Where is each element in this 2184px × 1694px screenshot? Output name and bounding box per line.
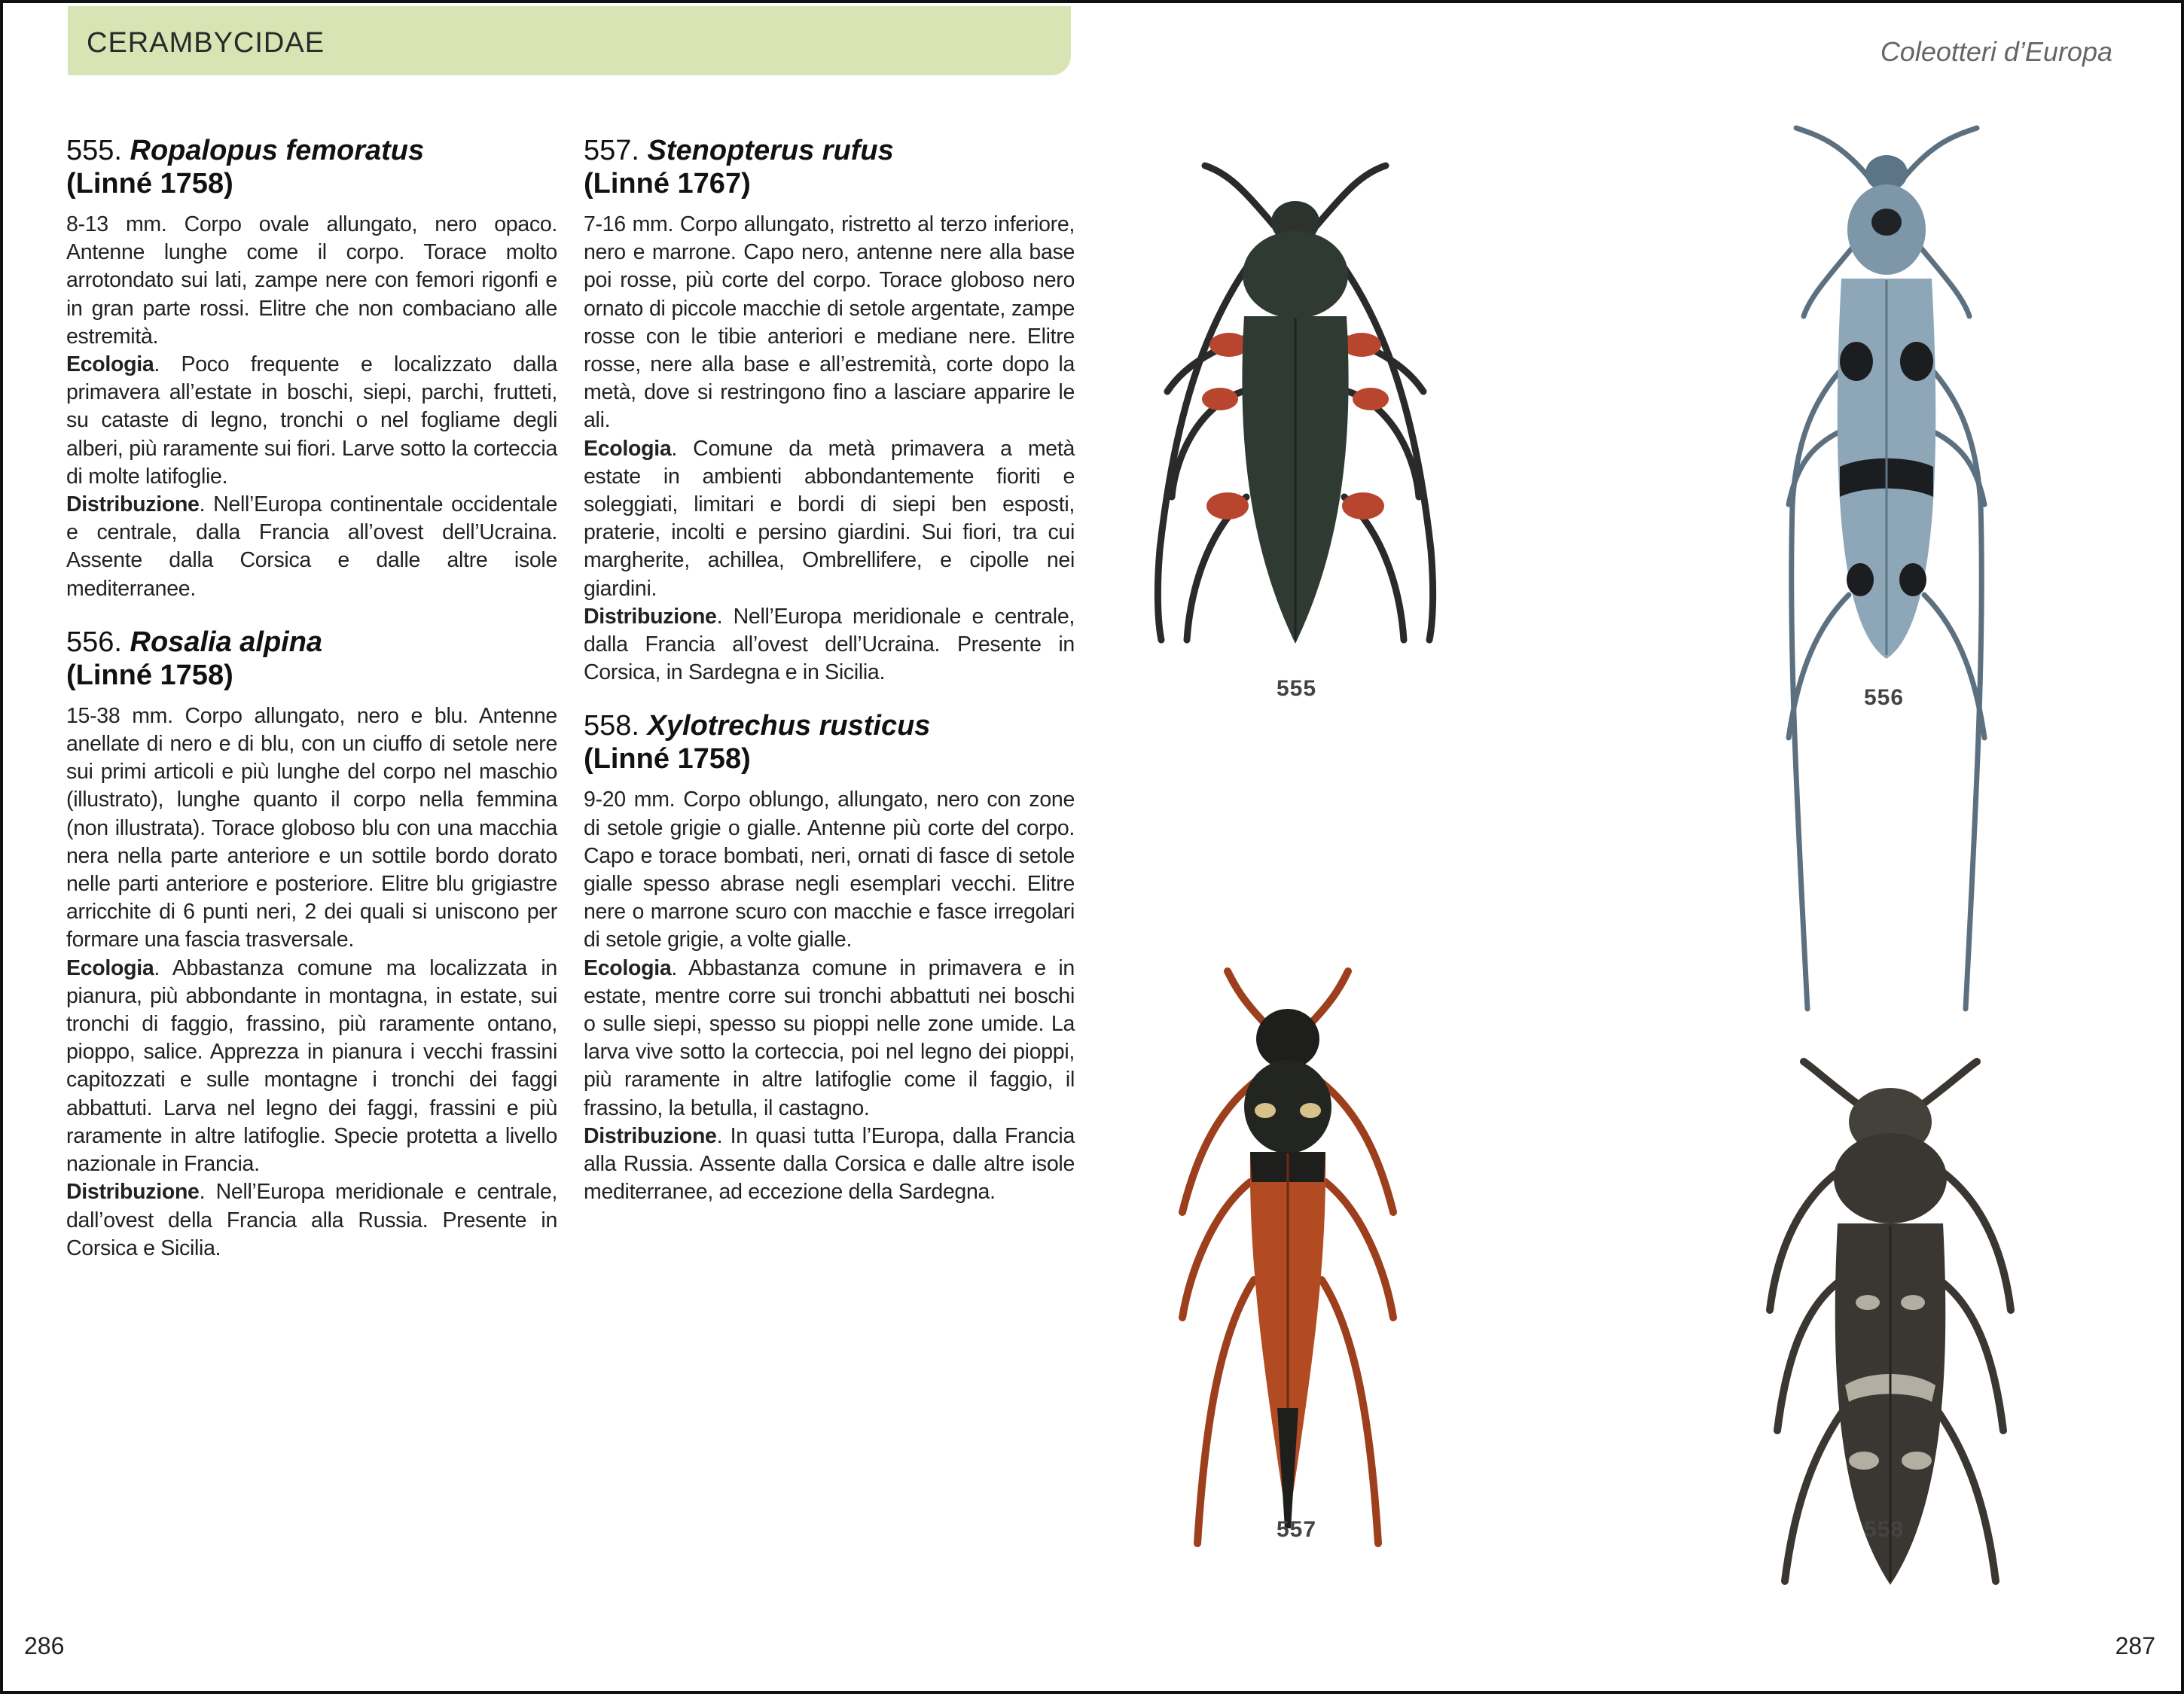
species-entry-557 xyxy=(584,134,1075,687)
species-entry-556 xyxy=(66,626,557,1263)
distribution-text: . Nell’Europa meridionale e centrale, dalla Francia all’ovest dell’Ucraina. Presente in Corsica, in Sardegna e in Sicilia. xyxy=(584,604,1075,685)
species-entry-555 xyxy=(66,134,557,603)
entry-ecology xyxy=(66,955,557,1179)
ecology-label: Ecologia xyxy=(584,436,672,461)
page-number-left: 286 xyxy=(24,1632,65,1659)
species-author: (Linné 1758) xyxy=(66,659,233,691)
plate-label: 555 xyxy=(1277,676,1317,701)
entry-description: 8-13 mm. Corpo ovale allungato, nero opaco. Antenne lunghe come il corpo. Torace molto arrotondato sui lati, zampe nere con femori rigonfi e in gran parte rossi. Elitre che non combaciano alle estremità. xyxy=(66,212,557,349)
entry-distribution xyxy=(66,491,557,603)
entry-distribution xyxy=(584,603,1075,687)
entry-description: 7-16 mm. Corpo allungato, ristretto al terzo inferiore, nero e marrone. Capo nero, antenne nere alla base poi rosse, più corte del corpo. Torace globoso nero ornato di piccole macchie di setole argentate, zampe rosse con le tibie anteriori e mediane nere. Elitre rosse, nere alla base e all’estremità, corte dopo la metà, dove si restringono fino a lasciare apparire le ali. xyxy=(584,212,1075,433)
distribution-text: . Nell’Europa meridionale e centrale, dall’ovest della Francia alla Russia. Presente in Corsica e Sicilia. xyxy=(66,1180,557,1260)
entry-description: 15-38 mm. Corpo allungato, nero e blu. Antenne anellate di nero e di blu, con un ciuffo di setole nere sui primi articoli e più lunghe del corpo nel maschio (illustrato), lunghe quanto il corpo nella femmina (non illustrata). Torace globoso blu con una macchia nera nella parte anteriore e un sottile bordo dorato nelle parti anteriore e posteriore. Elitre blu grigiastre arricchite di 6 punti neri, 2 dei quali si uniscono per formare una fascia trasversale. xyxy=(66,703,557,952)
beetle-illustration-555 xyxy=(1115,143,1476,701)
page-number-right: 287 xyxy=(2115,1632,2155,1659)
species-name: Rosalia alpina xyxy=(130,626,323,658)
ecology-text: . Comune da metà primavera a metà estate in ambienti abbondantemente fioriti e soleggiati, limitari e bordi di siepi ben esposti, praterie, incolti e persino giardini. Sui fiori, tra cui margherite, achillea, Ombrellifere, e cipolle nei giardini. xyxy=(584,436,1075,601)
species-author: (Linné 1767) xyxy=(584,168,751,200)
distribution-label: Distribuzione xyxy=(584,1123,717,1148)
entry-number: 558. xyxy=(584,710,639,742)
species-name: Ropalopus femoratus xyxy=(130,135,425,166)
entry-heading xyxy=(584,134,1075,200)
ecology-label: Ecologia xyxy=(584,955,672,980)
species-name: Stenopterus rufus xyxy=(647,135,894,166)
species-author: (Linné 1758) xyxy=(66,168,233,200)
ecology-label: Ecologia xyxy=(66,955,154,980)
plate-label: 557 xyxy=(1277,1517,1317,1542)
text-column-middle xyxy=(584,134,1075,1229)
section-title: CERAMBYCIDAE xyxy=(87,27,325,59)
species-author: (Linné 1758) xyxy=(584,743,751,775)
entry-heading xyxy=(66,626,557,692)
entry-heading xyxy=(584,709,1075,775)
entry-description: 9-20 mm. Corpo oblungo, allungato, nero con zone di setole grigie o gialle. Antenne più corte del corpo. Capo e torace bombati, neri, ornati di fasce di setole gialle spesso abrase negli esemplari vecchi. Elitre nere o marrone scuro con macchie e fasce irregolari di setole grigie, a volte gialle. xyxy=(584,788,1075,952)
ecology-text: . Abbastanza comune in primavera e in estate, mentre corre sui tronchi abbattuti nei boschi o sulle siepi, spesso su pioppi nelle zone umide. La larva vive sotto la corteccia, poi nel legno dei pioppi, più raramente in altre latifoglie come il faggio, il frassino, la betulla, il castagno. xyxy=(584,955,1075,1120)
entry-number: 556. xyxy=(66,626,122,658)
entry-number: 557. xyxy=(584,135,639,166)
ecology-text: . Poco frequente e localizzato dalla primavera all’estate in boschi, siepi, parchi, frutteti, su cataste di legno, tronchi o nel fogliame degli alberi, più raramente sui fiori. Larve sotto la corteccia di molte latifoglie. xyxy=(66,352,557,489)
beetle-illustration-556 xyxy=(1766,113,2007,1016)
species-entry-558 xyxy=(584,709,1075,1206)
ecology-text: . Abbastanza comune ma localizzata in pianura, più abbondante in montagna, in estate, sui tronchi di faggio, frassino, più raramente ontano, pioppo, salice. Apprezza in pianura i vecchi frassini capitozzati e sulle montagne i tronchi dei faggi abbattuti. Larva nel legno dei faggi, frassini e più raramente in altre latifoglie. Specie protetta a livello nazionale in Francia. xyxy=(66,955,557,1177)
distribution-label: Distribuzione xyxy=(66,492,200,517)
species-name: Xylotrechus rusticus xyxy=(647,710,931,742)
entry-heading xyxy=(66,134,557,200)
plate-label: 556 xyxy=(1864,685,1905,710)
entry-distribution xyxy=(66,1178,557,1263)
entry-ecology xyxy=(584,955,1075,1123)
beetle-illustration-558 xyxy=(1732,1054,2048,1596)
beetle-illustration-557 xyxy=(1130,956,1446,1551)
text-column-left xyxy=(66,134,557,1285)
plate-label: 558 xyxy=(1864,1517,1905,1542)
distribution-text: . Nell’Europa continentale occidentale e centrale, dalla Francia all’ovest dell’Ucraina. Assente dalla Corsica e dalle altre isole mediterranee. xyxy=(66,492,557,601)
entry-number: 555. xyxy=(66,135,122,166)
entry-ecology xyxy=(584,435,1075,603)
entry-distribution xyxy=(584,1123,1075,1207)
distribution-text: . In quasi tutta l’Europa, dalla Francia alla Russia. Assente dalla Corsica e dalle altre isole mediterranee, ad eccezione della Sardegna. xyxy=(584,1123,1075,1205)
book-title: Coleotteri d’Europa xyxy=(1880,36,2112,67)
distribution-label: Distribuzione xyxy=(66,1180,200,1205)
entry-ecology xyxy=(66,351,557,491)
distribution-label: Distribuzione xyxy=(584,604,717,629)
ecology-label: Ecologia xyxy=(66,352,154,377)
